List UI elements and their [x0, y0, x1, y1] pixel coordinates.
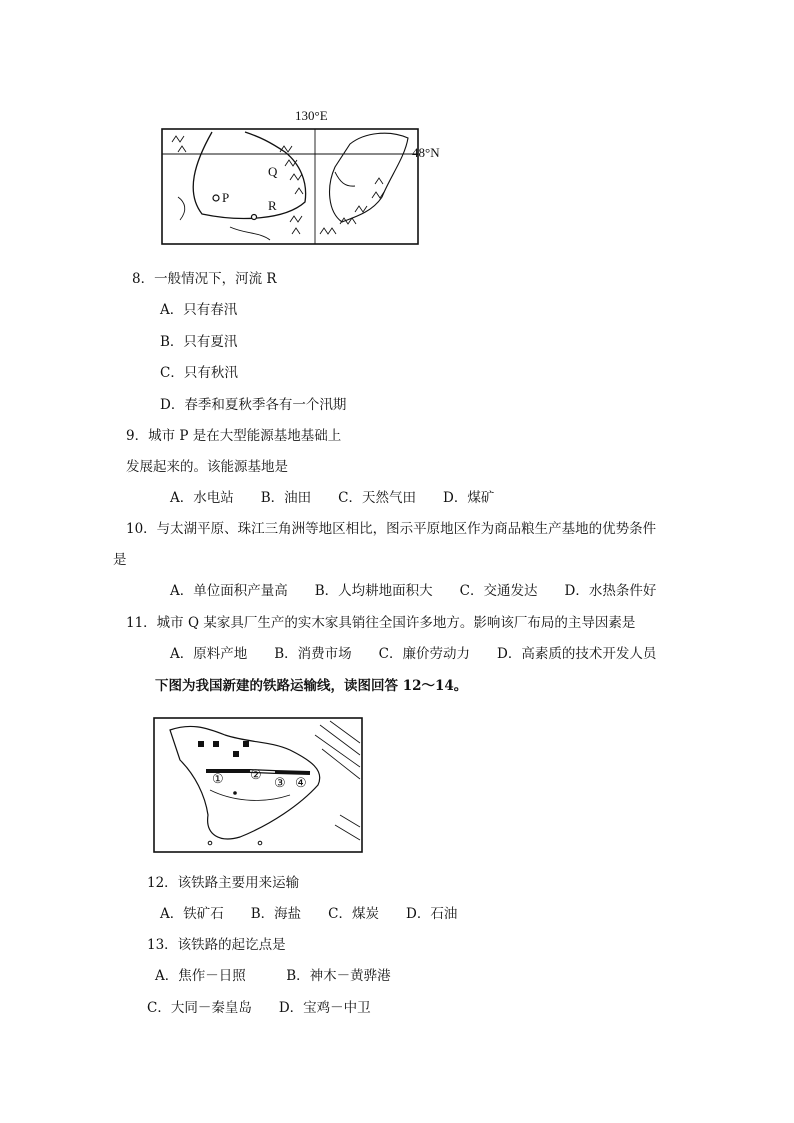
longitude-label: 130°E	[295, 108, 328, 123]
marker-4: ④	[295, 775, 307, 790]
q12-stem: 12．该铁路主要用来运输	[147, 875, 300, 891]
map-railway	[150, 715, 366, 855]
label-r: R	[268, 198, 277, 213]
map-northeast-plain	[150, 102, 450, 252]
q11-stem: 11．城市 Q 某家具厂生产的实木家具销往全国许多地方。影响该厂布局的主导因素是	[126, 615, 636, 631]
q9-stem-2: 发展起来的。该能源基地是	[126, 459, 288, 475]
marker-1: ①	[212, 771, 224, 786]
q12-options: A．铁矿石 B．海盐 C．煤炭 D．石油	[160, 906, 458, 922]
q9-stem-1: 9．城市 P 是在大型能源基地基础上	[126, 428, 342, 444]
q10-stem-2: 是	[113, 552, 127, 568]
section-intro: 下图为我国新建的铁路运输线，读图回答 12～14。	[155, 678, 468, 694]
q10-options: A．单位面积产量高 B．人均耕地面积大 C．交通发达 D．水热条件好	[170, 583, 657, 599]
q13-stem: 13．该铁路的起讫点是	[147, 937, 286, 953]
q13-options-2: C．大同－秦皇岛 D．宝鸡－中卫	[147, 1000, 371, 1016]
q8-option-a: A．只有春汛	[160, 302, 238, 318]
marker-2: ②	[250, 767, 262, 782]
q10-stem-1: 10．与太湖平原、珠江三角洲等地区相比，图示平原地区作为商品粮生产基地的优势条件	[126, 521, 657, 537]
label-p: P	[222, 190, 230, 205]
label-q: Q	[268, 164, 278, 179]
latitude-label: 48°N	[412, 145, 440, 160]
q8-option-c: C．只有秋汛	[160, 365, 238, 381]
q8-stem: 8．一般情况下，河流 R	[132, 271, 277, 287]
q13-options-1: A．焦作－日照 B．神木－黄骅港	[155, 968, 391, 984]
q11-options: A．原料产地 B．消费市场 C．廉价劳动力 D．高素质的技术开发人员	[170, 646, 657, 662]
q8-option-b: B．只有夏汛	[160, 334, 238, 350]
q8-option-d: D．春季和夏秋季各有一个汛期	[160, 397, 347, 413]
marker-3: ③	[274, 775, 286, 790]
q9-options: A．水电站 B．油田 C．天然气田 D．煤矿	[170, 490, 495, 506]
